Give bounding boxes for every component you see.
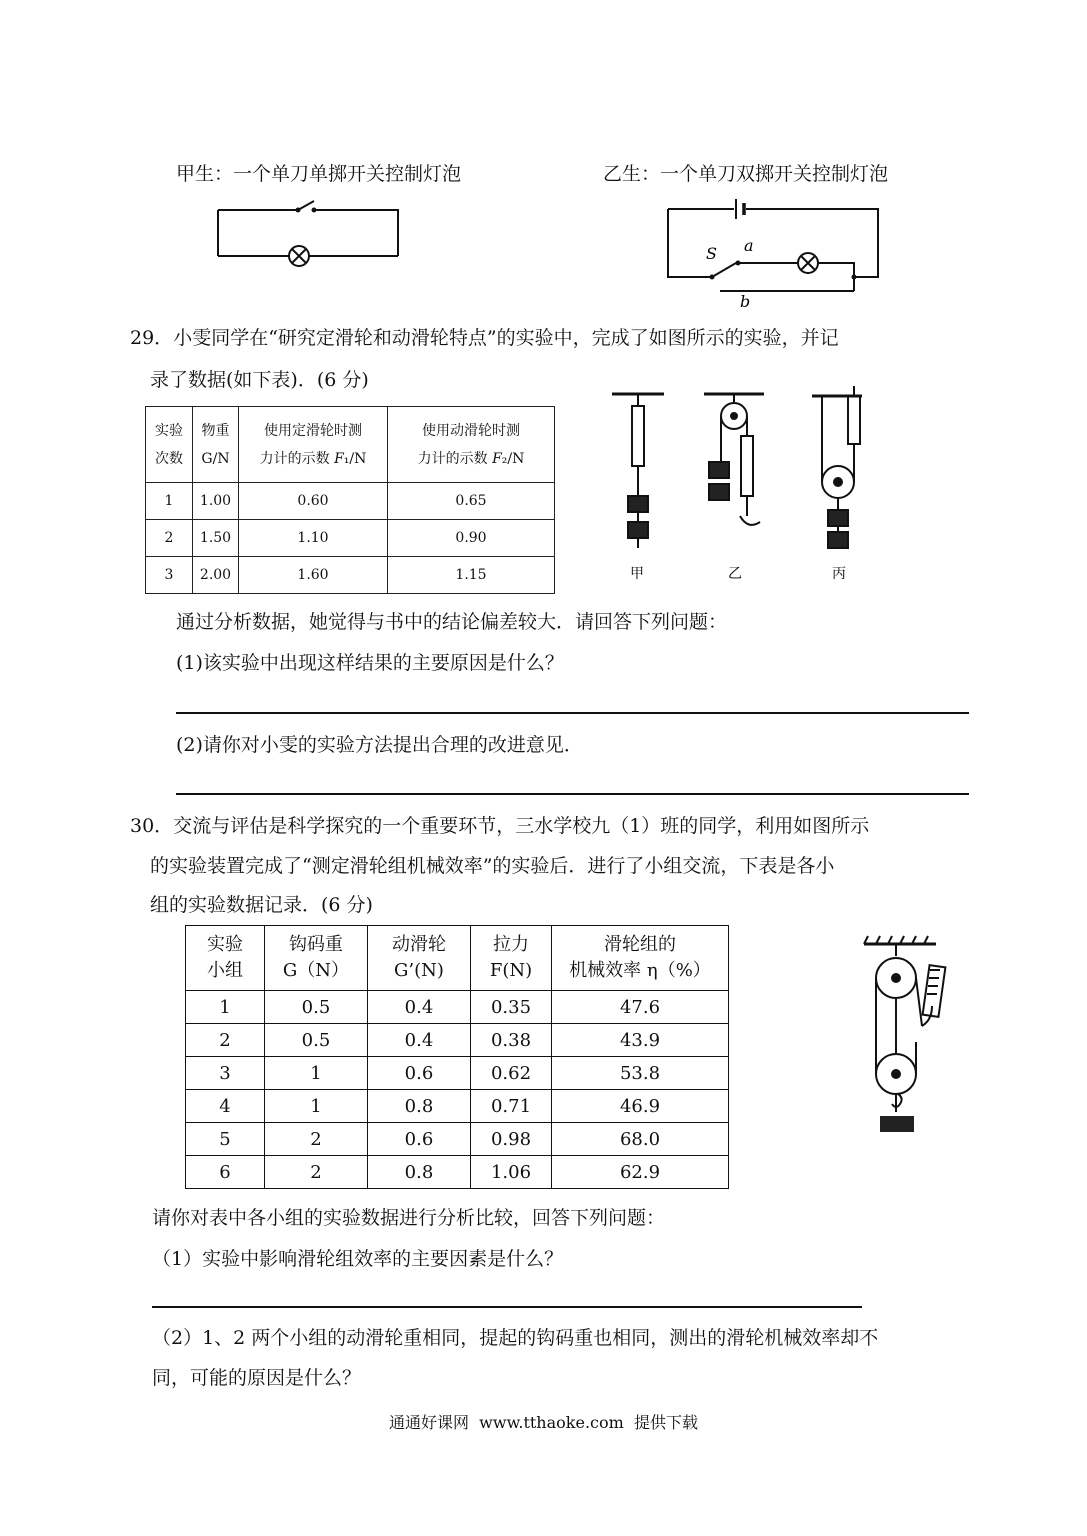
table-row bbox=[186, 1090, 729, 1123]
cell: 0.4 bbox=[368, 991, 471, 1024]
q30-sub2-line2: 同，可能的原因是什么？ bbox=[152, 1367, 362, 1389]
q30-answer-line-1[interactable] bbox=[152, 1306, 862, 1308]
cell: 6 bbox=[186, 1156, 265, 1189]
header-hook-weight: 钩码重 G（N） bbox=[265, 926, 368, 991]
table-header-row bbox=[146, 407, 555, 483]
circuit-jia-diagram bbox=[210, 198, 410, 270]
cell: 2 bbox=[186, 1024, 265, 1057]
q30-pulley-block-figure bbox=[850, 932, 960, 1142]
cell: 3 bbox=[186, 1057, 265, 1090]
header-trial: 实验 次数 bbox=[146, 407, 193, 483]
cell: 1 bbox=[265, 1090, 368, 1123]
cell: 0.5 bbox=[265, 991, 368, 1024]
q30-sub2-line1: （2）1、2 两个小组的动滑轮重相同，提起的钩码重也相同，测出的滑轮机械效率却不 bbox=[152, 1327, 879, 1349]
q29-number: 29． bbox=[130, 327, 174, 349]
fig-label-bing: 丙 bbox=[832, 566, 846, 582]
cell: 47.6 bbox=[552, 991, 729, 1024]
cell: 4 bbox=[186, 1090, 265, 1123]
cell: 2 bbox=[265, 1123, 368, 1156]
cell: 1.15 bbox=[388, 557, 555, 594]
table-row bbox=[146, 483, 555, 520]
cell: 1.50 bbox=[193, 520, 239, 557]
cell: 1.06 bbox=[471, 1156, 552, 1189]
cell: 0.71 bbox=[471, 1090, 552, 1123]
cell: 62.9 bbox=[552, 1156, 729, 1189]
cell: 0.62 bbox=[471, 1057, 552, 1090]
cell: 0.35 bbox=[471, 991, 552, 1024]
cell: 0.90 bbox=[388, 520, 555, 557]
cell: 0.8 bbox=[368, 1156, 471, 1189]
q29-stem-line2: 录了数据(如下表)．(6 分) bbox=[150, 369, 369, 391]
yi-caption: 乙生：一个单刀双掷开关控制灯泡 bbox=[603, 163, 889, 185]
header-f2: 使用动滑轮时测 力计的示数 F₂/N bbox=[388, 407, 555, 483]
q29-stem-text: 小雯同学在“研究定滑轮和动滑轮特点”的实验中，完成了如图所示的实验，并记 bbox=[173, 327, 839, 349]
header-f1: 使用定滑轮时测 力计的示数 F₁/N bbox=[239, 407, 388, 483]
cell: 2.00 bbox=[193, 557, 239, 594]
cell: 53.8 bbox=[552, 1057, 729, 1090]
fig-label-yi: 乙 bbox=[728, 566, 742, 582]
contact-a-label: a bbox=[744, 236, 754, 255]
q29-stem-line1 bbox=[130, 327, 839, 349]
table-row bbox=[146, 520, 555, 557]
q29-data-table bbox=[145, 406, 555, 594]
cell: 0.38 bbox=[471, 1024, 552, 1057]
cell: 0.6 bbox=[368, 1057, 471, 1090]
cell: 43.9 bbox=[552, 1024, 729, 1057]
cell: 2 bbox=[146, 520, 193, 557]
cell: 1.00 bbox=[193, 483, 239, 520]
cell: 1.10 bbox=[239, 520, 388, 557]
header-pulley-weight: 动滑轮 G’(N) bbox=[368, 926, 471, 991]
header-efficiency: 滑轮组的 机械效率 η（%） bbox=[552, 926, 729, 991]
q30-stem-line1 bbox=[130, 815, 869, 837]
q29-answer-line-1[interactable] bbox=[176, 712, 969, 714]
cell: 0.60 bbox=[239, 483, 388, 520]
q30-stem-line2: 的实验装置完成了“测定滑轮组机械效率”的实验后．进行了小组交流，下表是各小 bbox=[150, 855, 835, 877]
cell: 0.8 bbox=[368, 1090, 471, 1123]
q29-sub1: (1)该实验中出现这样结果的主要原因是什么？ bbox=[176, 652, 564, 674]
cell: 0.4 bbox=[368, 1024, 471, 1057]
table-row bbox=[186, 1156, 729, 1189]
cell: 1 bbox=[186, 991, 265, 1024]
cell: 1.60 bbox=[239, 557, 388, 594]
cell: 0.6 bbox=[368, 1123, 471, 1156]
table-row bbox=[186, 1123, 729, 1156]
cell: 0.5 bbox=[265, 1024, 368, 1057]
table-row bbox=[186, 991, 729, 1024]
switch-label: S bbox=[706, 244, 717, 263]
cell: 5 bbox=[186, 1123, 265, 1156]
q30-number: 30． bbox=[130, 815, 174, 837]
table-row bbox=[186, 1024, 729, 1057]
header-weight: 物重 G/N bbox=[193, 407, 239, 483]
cell: 1 bbox=[265, 1057, 368, 1090]
cell: 2 bbox=[265, 1156, 368, 1189]
q29-sub2: (2)请你对小雯的实验方法提出合理的改进意见． bbox=[176, 734, 583, 756]
contact-b-label: b bbox=[740, 292, 751, 308]
q30-stem-line3: 组的实验数据记录．(6 分) bbox=[150, 894, 373, 916]
q30-stem-text: 交流与评估是科学探究的一个重要环节，三水学校九（1）班的同学，利用如图所示 bbox=[173, 815, 870, 837]
footer-credit: 通通好课网 www.tthaoke.com 提供下载 bbox=[389, 1413, 698, 1432]
cell: 0.98 bbox=[471, 1123, 552, 1156]
q29-analysis: 通过分析数据，她觉得与书中的结论偏差较大．请回答下列问题： bbox=[176, 611, 728, 633]
fig-label-jia: 甲 bbox=[630, 566, 644, 582]
cell: 3 bbox=[146, 557, 193, 594]
q29-answer-line-2[interactable] bbox=[176, 793, 969, 795]
cell: 68.0 bbox=[552, 1123, 729, 1156]
q29-pulley-figures bbox=[600, 366, 890, 586]
jia-caption: 甲生：一个单刀单掷开关控制灯泡 bbox=[176, 163, 462, 185]
circuit-yi-diagram bbox=[660, 193, 890, 308]
cell: 0.65 bbox=[388, 483, 555, 520]
table-row bbox=[186, 1057, 729, 1090]
header-pull-force: 拉力 F(N) bbox=[471, 926, 552, 991]
q30-data-table bbox=[185, 925, 729, 1189]
q30-instruction: 请你对表中各小组的实验数据进行分析比较，回答下列问题： bbox=[152, 1207, 666, 1229]
header-group: 实验 小组 bbox=[186, 926, 265, 991]
q30-sub1: （1）实验中影响滑轮组效率的主要因素是什么？ bbox=[152, 1248, 564, 1270]
table-header-row bbox=[186, 926, 729, 991]
cell: 46.9 bbox=[552, 1090, 729, 1123]
cell: 1 bbox=[146, 483, 193, 520]
table-row bbox=[146, 557, 555, 594]
